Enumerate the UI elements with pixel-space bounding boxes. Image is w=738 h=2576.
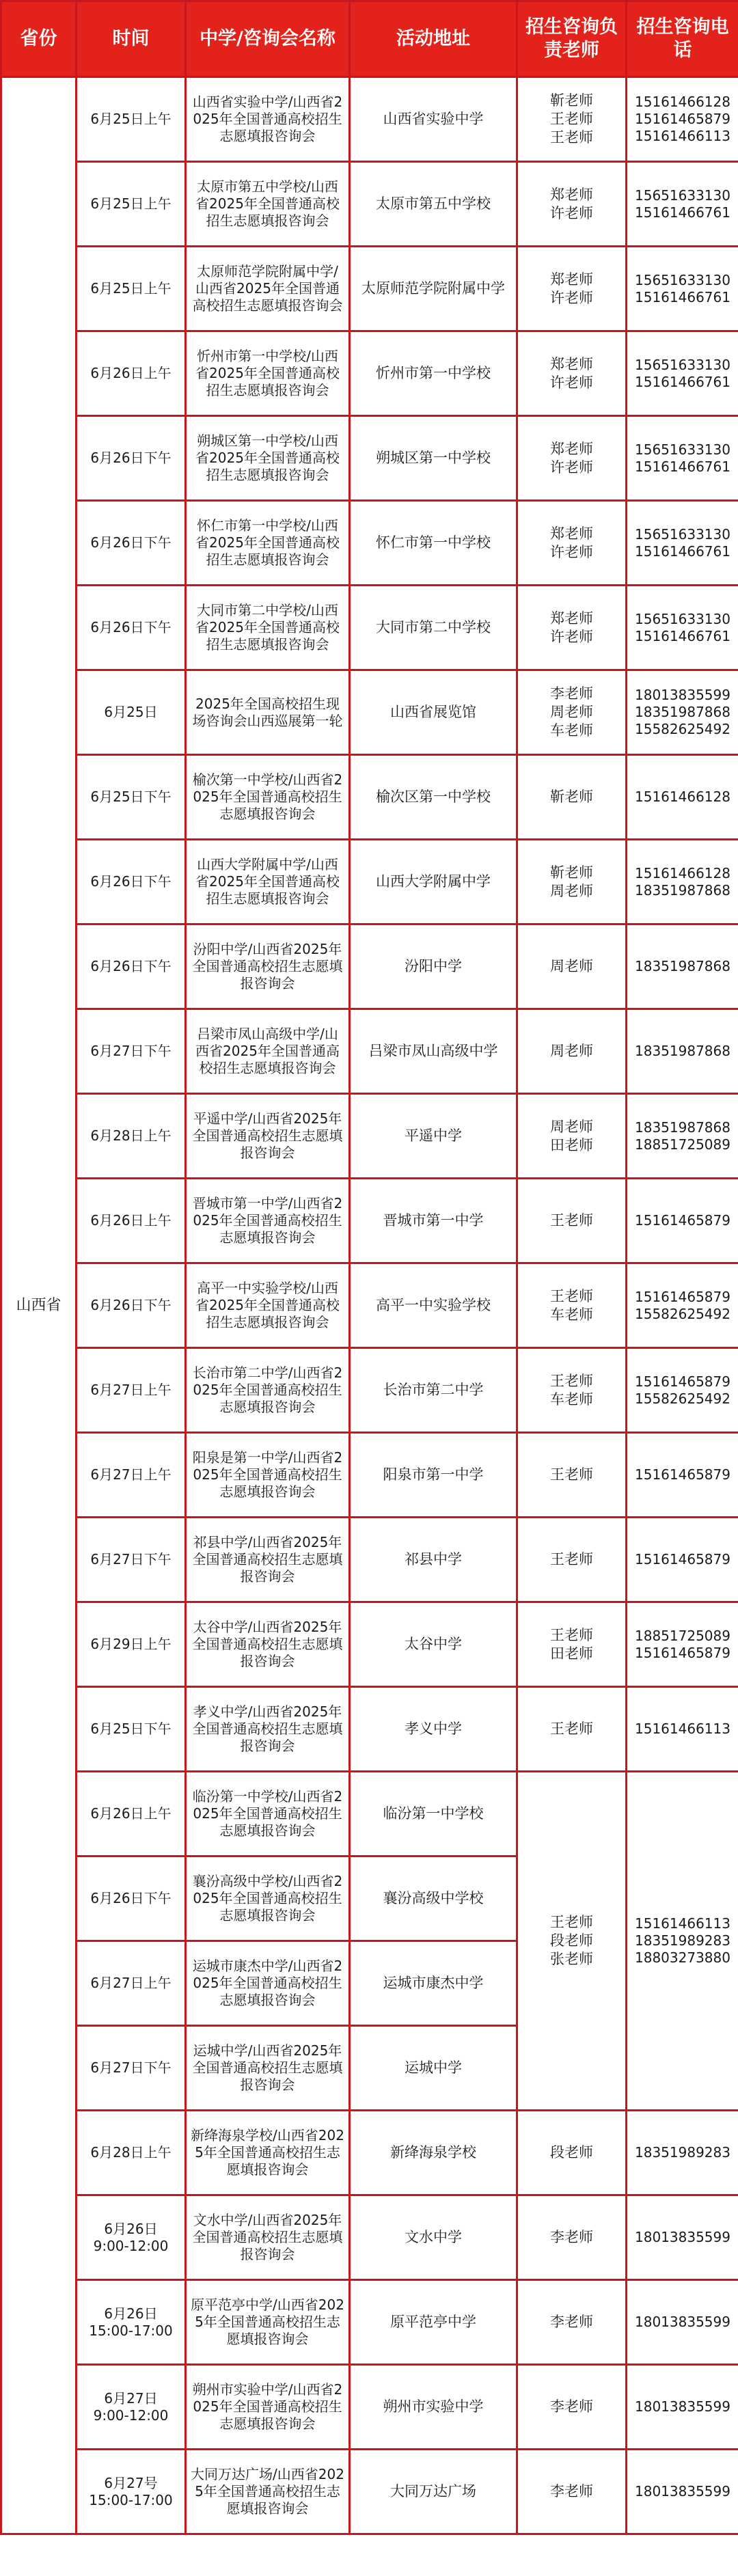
header-row (1, 1, 738, 77)
address-cell: 太原市第五中学校 (350, 162, 517, 247)
cell-line: 18351987868 (635, 881, 730, 899)
cell-line: 6月26日上午 (90, 365, 172, 381)
school-name-cell: 原平范亭中学/山西省2025年全国普通高校招生志愿填报咨询会 (186, 2280, 350, 2365)
cell-line: 许老师 (550, 289, 593, 306)
cell-line: 6月26日下午 (90, 1297, 172, 1313)
address-cell: 山西省实验中学 (350, 77, 517, 162)
cell-line: 王老师 (550, 1914, 593, 1930)
time-cell (77, 1094, 186, 1179)
school-name-cell: 朔州市实验中学/山西省2025年全国普通高校招生志愿填报咨询会 (186, 2365, 350, 2450)
school-name-cell: 汾阳中学/山西省2025年全国普通高校招生志愿填报咨询会 (186, 924, 350, 1009)
table-row (1, 586, 738, 670)
cell-line: 6月27日下午 (90, 2059, 172, 2076)
time-cell (77, 2111, 186, 2195)
address-cell: 文水中学 (350, 2195, 517, 2280)
address-cell: 汾阳中学 (350, 924, 517, 1009)
time-cell (77, 77, 186, 162)
cell-line: 许老师 (550, 628, 593, 645)
time-cell (77, 755, 186, 840)
school-name-cell: 吕梁市凤山高级中学/山西省2025年全国普通高校招生志愿填报咨询会 (186, 1009, 350, 1094)
phone-cell (627, 1687, 738, 1772)
cell-line: 15651633130 (635, 356, 730, 373)
table-row (1, 1263, 738, 1348)
table-row (1, 77, 738, 162)
teacher-cell (517, 2195, 627, 2280)
cell-line: 6月26日 (104, 2305, 158, 2322)
cell-line: 18013835599 (635, 2314, 730, 2330)
cell-line: 田老师 (550, 1136, 593, 1153)
address-cell: 榆次区第一中学校 (350, 755, 517, 840)
table-row (1, 247, 738, 331)
school-name-cell: 运城中学/山西省2025年全国普通高校招生志愿填报咨询会 (186, 2026, 350, 2111)
phone-cell (627, 77, 738, 162)
cell-line: 15161465879 (635, 1373, 730, 1390)
phone-cell (627, 2280, 738, 2365)
time-cell (77, 1433, 186, 1518)
cell-line: 王老师 (550, 1721, 593, 1737)
address-cell: 山西省展览馆 (350, 670, 517, 755)
cell-line: 6月25日上午 (90, 195, 172, 212)
table-row (1, 924, 738, 1009)
teacher-cell (517, 670, 627, 755)
cell-line: 李老师 (550, 2398, 593, 2415)
cell-line: 18851725089 (635, 1136, 730, 1153)
time-cell (77, 2450, 186, 2534)
cell-line: 18351987868 (635, 704, 730, 720)
school-name-cell: 太原师范学院附属中学/山西省2025年全国普通高校招生志愿填报咨询会 (186, 247, 350, 331)
time-cell (77, 670, 186, 755)
cell-line: 6月26日下午 (90, 450, 172, 466)
cell-line: 周老师 (550, 1043, 593, 1059)
time-cell (77, 1009, 186, 1094)
school-name-cell: 临汾第一中学校/山西省2025年全国普通高校招生志愿填报咨询会 (186, 1772, 350, 1856)
time-cell (77, 1263, 186, 1348)
cell-line: 15161466128 (635, 94, 730, 110)
cell-line: 车老师 (550, 1390, 593, 1408)
table-row (1, 2365, 738, 2450)
school-name-cell: 大同市第二中学校/山西省2025年全国普通高校招生志愿填报咨询会 (186, 586, 350, 670)
table-row (1, 2450, 738, 2534)
header-time: 时间 (77, 1, 186, 77)
cell-line: 许老师 (550, 204, 593, 221)
cell-line: 王老师 (550, 1372, 593, 1389)
address-cell: 朔州市实验中学 (350, 2365, 517, 2450)
table-row (1, 2195, 738, 2280)
cell-line: 18803273880 (635, 1949, 730, 1966)
phone-cell (627, 1602, 738, 1687)
table-row (1, 501, 738, 586)
table-row (1, 670, 738, 755)
time-cell (77, 1772, 186, 1856)
cell-line: 15161466128 (635, 864, 730, 881)
cell-line: 6月26日上午 (90, 1805, 172, 1822)
cell-line: 6月26日下午 (90, 958, 172, 974)
schedule-body (1, 77, 738, 2534)
address-cell: 运城市康杰中学 (350, 1941, 517, 2026)
cell-line: 6月27日上午 (90, 1382, 172, 1398)
school-name-cell: 朔城区第一中学校/山西省2025年全国普通高校招生志愿填报咨询会 (186, 416, 350, 501)
table-row (1, 1518, 738, 1602)
cell-line: 15651633130 (635, 441, 730, 458)
phone-cell (627, 1518, 738, 1602)
cell-line: 6月28日上午 (90, 2144, 172, 2161)
cell-line: 王老师 (550, 1626, 593, 1643)
cell-line: 18351989283 (635, 2144, 730, 2161)
phone-cell (627, 755, 738, 840)
time-cell (77, 1179, 186, 1263)
cell-line: 周老师 (550, 704, 593, 720)
phone-cell (627, 416, 738, 501)
phone-cell (627, 840, 738, 924)
cell-line: 18013835599 (635, 687, 730, 703)
table-row (1, 1433, 738, 1518)
table-row (1, 1772, 738, 1856)
cell-line: 15161466761 (635, 204, 730, 221)
table-row (1, 1687, 738, 1772)
cell-line: 15582625492 (635, 1390, 730, 1407)
time-cell (77, 840, 186, 924)
phone-cell (627, 2365, 738, 2450)
time-cell (77, 162, 186, 247)
cell-line: 6月26日下午 (90, 873, 172, 890)
cell-line: 周老师 (550, 958, 593, 974)
cell-line: 车老师 (550, 1306, 593, 1323)
time-cell (77, 501, 186, 586)
cell-line: 李老师 (550, 2229, 593, 2245)
cell-line: 周老师 (550, 882, 593, 899)
cell-line: 15161466113 (635, 1915, 730, 1932)
time-cell (77, 416, 186, 501)
time-cell (77, 1941, 186, 2026)
table-row (1, 840, 738, 924)
school-name-cell: 2025年全国高校招生现场咨询会山西巡展第一轮 (186, 670, 350, 755)
cell-line: 郑老师 (550, 271, 593, 288)
phone-cell (627, 1179, 738, 1263)
cell-line: 王老师 (550, 1212, 593, 1229)
address-cell: 长治市第二中学 (350, 1348, 517, 1433)
phone-cell (627, 1009, 738, 1094)
table-row (1, 162, 738, 247)
cell-line: 15161466761 (635, 543, 730, 560)
teacher-cell (517, 247, 627, 331)
cell-line: 许老师 (550, 458, 593, 476)
teacher-cell (517, 2111, 627, 2195)
school-name-cell: 山西大学附属中学/山西省2025年全国普通高校招生志愿填报咨询会 (186, 840, 350, 924)
cell-line: 6月27日下午 (90, 1551, 172, 1567)
phone-cell (627, 1772, 738, 2111)
cell-line: 15161466761 (635, 373, 730, 390)
table-row (1, 1348, 738, 1433)
school-name-cell: 新绛海泉学校/山西省2025年全国普通高校招生志愿填报咨询会 (186, 2111, 350, 2195)
teacher-cell (517, 416, 627, 501)
cell-line: 15:00-17:00 (89, 2491, 173, 2508)
cell-line: 郑老师 (550, 186, 593, 203)
school-name-cell: 大同万达广场/山西省2025年全国普通高校招生志愿填报咨询会 (186, 2450, 350, 2534)
phone-cell (627, 1433, 738, 1518)
time-cell (77, 1856, 186, 1941)
cell-line: 15161466761 (635, 627, 730, 644)
school-name-cell: 太原市第五中学校/山西省2025年全国普通高校招生志愿填报咨询会 (186, 162, 350, 247)
address-cell: 平遥中学 (350, 1094, 517, 1179)
teacher-cell (517, 2450, 627, 2534)
cell-line: 段老师 (550, 1932, 593, 1949)
address-cell: 怀仁市第一中学校 (350, 501, 517, 586)
school-name-cell: 长治市第二中学/山西省2025年全国普通高校招生志愿填报咨询会 (186, 1348, 350, 1433)
teacher-cell (517, 1179, 627, 1263)
cell-line: 许老师 (550, 543, 593, 560)
address-cell: 襄汾高级中学校 (350, 1856, 517, 1941)
header-address: 活动地址 (350, 1, 517, 77)
address-cell: 临汾第一中学校 (350, 1772, 517, 1856)
cell-line: 18351987868 (635, 1119, 730, 1136)
school-name-cell: 怀仁市第一中学校/山西省2025年全国普通高校招生志愿填报咨询会 (186, 501, 350, 586)
teacher-cell (517, 1433, 627, 1518)
phone-cell (627, 2195, 738, 2280)
address-cell: 太原师范学院附属中学 (350, 247, 517, 331)
cell-line: 王老师 (550, 111, 593, 127)
address-cell: 山西大学附属中学 (350, 840, 517, 924)
cell-line: 15161466761 (635, 458, 730, 475)
phone-cell (627, 1263, 738, 1348)
cell-line: 段老师 (550, 2144, 593, 2161)
cell-line: 靳老师 (550, 864, 593, 881)
cell-line: 15161465879 (635, 1466, 730, 1483)
header-phone: 招生咨询电话 (627, 1, 738, 77)
cell-line: 6月29日上午 (90, 1636, 172, 1652)
school-name-cell: 孝义中学/山西省2025年全国普通高校招生志愿填报咨询会 (186, 1687, 350, 1772)
address-cell: 晋城市第一中学 (350, 1179, 517, 1263)
time-cell (77, 924, 186, 1009)
time-cell (77, 1518, 186, 1602)
header-teacher: 招生咨询负责老师 (517, 1, 627, 77)
cell-line: 15161466113 (635, 128, 730, 144)
table-row (1, 416, 738, 501)
cell-line: 15161466761 (635, 288, 730, 305)
cell-line: 张老师 (550, 1951, 593, 1967)
cell-line: 6月27日 (104, 2389, 158, 2407)
cell-line: 18351987868 (635, 1043, 730, 1059)
table-row (1, 1009, 738, 1094)
cell-line: 6月27日上午 (90, 1466, 172, 1483)
phone-cell (627, 331, 738, 416)
teacher-cell (517, 2365, 627, 2450)
cell-line: 6月27日上午 (90, 1975, 172, 1991)
cell-line: 6月25日上午 (90, 280, 172, 297)
time-cell (77, 1687, 186, 1772)
school-name-cell: 榆次第一中学校/山西省2025年全国普通高校招生志愿填报咨询会 (186, 755, 350, 840)
cell-line: 6月27日下午 (90, 1043, 172, 1059)
cell-line: 6月27号 (104, 2474, 158, 2491)
cell-line: 6月26日下午 (90, 1890, 172, 1906)
address-cell: 太谷中学 (350, 1602, 517, 1687)
cell-line: 9:00-12:00 (93, 2407, 169, 2424)
table-row (1, 1094, 738, 1179)
time-cell (77, 331, 186, 416)
cell-line: 15161465879 (635, 1212, 730, 1229)
teacher-cell (517, 1263, 627, 1348)
cell-line: 18351987868 (635, 958, 730, 974)
cell-line: 15161465879 (635, 1644, 730, 1661)
phone-cell (627, 670, 738, 755)
address-cell: 阳泉市第一中学 (350, 1433, 517, 1518)
address-cell: 新绛海泉学校 (350, 2111, 517, 2195)
table-row (1, 331, 738, 416)
address-cell: 运城中学 (350, 2026, 517, 2111)
time-cell (77, 586, 186, 670)
cell-line: 田老师 (550, 1645, 593, 1662)
school-name-cell: 运城市康杰中学/山西省2025年全国普通高校招生志愿填报咨询会 (186, 1941, 350, 2026)
address-cell: 孝义中学 (350, 1687, 517, 1772)
cell-line: 6月25日上午 (90, 111, 172, 127)
phone-cell (627, 1094, 738, 1179)
teacher-cell (517, 331, 627, 416)
cell-line: 李老师 (550, 685, 593, 702)
cell-line: 18013835599 (635, 2398, 730, 2415)
address-cell: 吕梁市凤山高级中学 (350, 1009, 517, 1094)
cell-line: 6月26日下午 (90, 534, 172, 551)
cell-line: 15161466128 (635, 789, 730, 805)
header-school: 中学/咨询会名称 (186, 1, 350, 77)
teacher-cell (517, 1094, 627, 1179)
teacher-cell (517, 1602, 627, 1687)
time-cell (77, 2195, 186, 2280)
phone-cell (627, 586, 738, 670)
time-cell (77, 247, 186, 331)
province-cell: 山西省 (1, 77, 77, 2534)
address-cell: 大同市第二中学校 (350, 586, 517, 670)
cell-line: 许老师 (550, 374, 593, 391)
school-name-cell: 阳泉是第一中学/山西省2025年全国普通高校招生志愿填报咨询会 (186, 1433, 350, 1518)
cell-line: 18013835599 (635, 2483, 730, 2499)
time-cell (77, 2280, 186, 2365)
cell-line: 15582625492 (635, 721, 730, 737)
cell-line: 李老师 (550, 2314, 593, 2330)
time-cell (77, 1602, 186, 1687)
teacher-cell (517, 501, 627, 586)
phone-cell (627, 924, 738, 1009)
teacher-cell (517, 840, 627, 924)
cell-line: 郑老师 (550, 355, 593, 372)
school-name-cell: 襄汾高级中学校/山西省2025年全国普通高校招生志愿填报咨询会 (186, 1856, 350, 1941)
teacher-cell (517, 1518, 627, 1602)
cell-line: 15582625492 (635, 1305, 730, 1322)
cell-line: 18013835599 (635, 2229, 730, 2245)
school-name-cell: 山西省实验中学/山西省2025年全国普通高校招生志愿填报咨询会 (186, 77, 350, 162)
school-name-cell: 文水中学/山西省2025年全国普通高校招生志愿填报咨询会 (186, 2195, 350, 2280)
cell-line: 6月26日下午 (90, 619, 172, 635)
phone-cell (627, 1348, 738, 1433)
time-cell (77, 2026, 186, 2111)
teacher-cell (517, 162, 627, 247)
cell-line: 车老师 (550, 722, 593, 739)
cell-line: 15651633130 (635, 187, 730, 204)
cell-line: 15161465879 (635, 111, 730, 127)
cell-line: 15651633130 (635, 610, 730, 627)
address-cell: 忻州市第一中学校 (350, 331, 517, 416)
phone-cell (627, 247, 738, 331)
table-row (1, 1179, 738, 1263)
teacher-cell (517, 1009, 627, 1094)
table-row (1, 2280, 738, 2365)
school-name-cell: 太谷中学/山西省2025年全国普通高校招生志愿填报咨询会 (186, 1602, 350, 1687)
cell-line: 15:00-17:00 (89, 2322, 173, 2339)
cell-line: 18851725089 (635, 1627, 730, 1644)
address-cell: 朔城区第一中学校 (350, 416, 517, 501)
table-row (1, 755, 738, 840)
teacher-cell (517, 77, 627, 162)
teacher-cell (517, 1687, 627, 1772)
cell-line: 6月25日下午 (90, 789, 172, 805)
cell-line: 王老师 (550, 1287, 593, 1304)
phone-cell (627, 162, 738, 247)
cell-line: 15161465879 (635, 1551, 730, 1567)
teacher-cell (517, 1772, 627, 2111)
table-row (1, 1602, 738, 1687)
cell-line: 靳老师 (550, 92, 593, 109)
table-row (1, 2111, 738, 2195)
cell-line: 王老师 (550, 1466, 593, 1483)
cell-line: 郑老师 (550, 609, 593, 627)
cell-line: 李老师 (550, 2483, 593, 2499)
school-name-cell: 祁县中学/山西省2025年全国普通高校招生志愿填报咨询会 (186, 1518, 350, 1602)
time-cell (77, 2365, 186, 2450)
cell-line: 9:00-12:00 (93, 2237, 169, 2254)
cell-line: 6月25日下午 (90, 1721, 172, 1737)
school-name-cell: 高平一中实验学校/山西省2025年全国普通高校招生志愿填报咨询会 (186, 1263, 350, 1348)
cell-line: 6月26日上午 (90, 1212, 172, 1229)
school-name-cell: 平遥中学/山西省2025年全国普通高校招生志愿填报咨询会 (186, 1094, 350, 1179)
cell-line: 郑老师 (550, 525, 593, 542)
cell-line: 6月25日 (104, 704, 158, 720)
cell-line: 6月28日上午 (90, 1127, 172, 1144)
phone-cell (627, 501, 738, 586)
teacher-cell (517, 1348, 627, 1433)
cell-line: 靳老师 (550, 789, 593, 805)
phone-cell (627, 2111, 738, 2195)
address-cell: 原平范亭中学 (350, 2280, 517, 2365)
cell-line: 15651633130 (635, 525, 730, 543)
cell-line: 15161465879 (635, 1288, 730, 1305)
school-name-cell: 忻州市第一中学校/山西省2025年全国普通高校招生志愿填报咨询会 (186, 331, 350, 416)
phone-cell (627, 2450, 738, 2534)
header-province: 省份 (1, 1, 77, 77)
cell-line: 18351989283 (635, 1932, 730, 1949)
address-cell: 高平一中实验学校 (350, 1263, 517, 1348)
teacher-cell (517, 586, 627, 670)
address-cell: 祁县中学 (350, 1518, 517, 1602)
cell-line: 王老师 (550, 1551, 593, 1567)
address-cell: 大同万达广场 (350, 2450, 517, 2534)
cell-line: 郑老师 (550, 440, 593, 457)
cell-line: 王老师 (550, 129, 593, 146)
teacher-cell (517, 924, 627, 1009)
teacher-cell (517, 2280, 627, 2365)
time-cell (77, 1348, 186, 1433)
school-name-cell: 晋城市第一中学/山西省2025年全国普通高校招生志愿填报咨询会 (186, 1179, 350, 1263)
cell-line: 周老师 (550, 1118, 593, 1135)
teacher-cell (517, 755, 627, 840)
cell-line: 15651633130 (635, 271, 730, 288)
cell-line: 6月26日 (104, 2220, 158, 2237)
cell-line: 15161466113 (635, 1721, 730, 1737)
